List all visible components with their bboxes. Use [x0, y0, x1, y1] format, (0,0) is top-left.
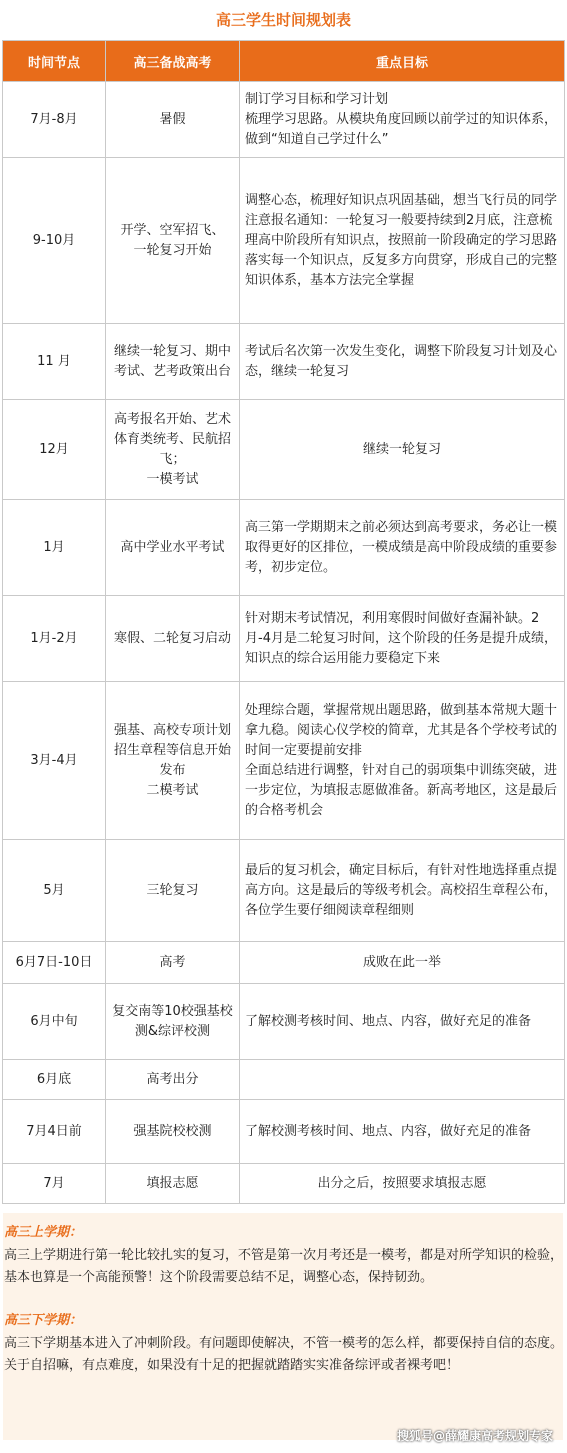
note-body-first-semester: 高三上学期进行第一轮比较扎实的复习，不管是第一次月考还是一模考，都是对所学知识的检验，基本也算是一个高能预警！这个阶段需要总结不足，调整心态，保持韧劲。	[4, 1248, 564, 1285]
table-row	[3, 500, 565, 596]
table-row	[3, 942, 565, 984]
table-row	[3, 1164, 565, 1204]
note-heading-first-semester: 高三上学期：	[4, 1225, 83, 1240]
row-event: 强基院校校测	[106, 1100, 240, 1164]
table-row	[3, 984, 565, 1060]
row-event: 填报志愿	[106, 1164, 240, 1204]
row-time: 12月	[3, 400, 106, 500]
row-time: 1月	[3, 500, 106, 596]
plan-table	[2, 40, 565, 1204]
table-row	[3, 82, 565, 158]
table-header-row	[3, 41, 565, 82]
row-event: 寒假、二轮复习启动	[106, 596, 240, 682]
row-time: 3月-4月	[3, 682, 106, 840]
row-goal: 继续一轮复习	[240, 400, 565, 500]
table-row	[3, 158, 565, 324]
row-event: 强基、高校专项计划招生章程等信息开始发布 二模考试	[106, 682, 240, 840]
row-time: 7月4日前	[3, 1100, 106, 1164]
row-time: 5月	[3, 840, 106, 942]
row-event: 高考报名开始、艺术体育类统考、民航招飞； 一模考试	[106, 400, 240, 500]
table-row	[3, 400, 565, 500]
row-goal: 调整心态，梳理好知识点巩固基础，想当飞行员的同学注意报名通知：一轮复习一般要持续到2月底，注意梳理高中阶段所有知识点，按照前一阶段确定的学习思路落实每一个知识点，反复多方向贯穿，形成自己的完整知识体系，基本方法完全掌握	[240, 158, 565, 324]
table-row	[3, 840, 565, 942]
table-row	[3, 1100, 565, 1164]
row-goal: 成败在此一举	[240, 942, 565, 984]
header-time: 时间节点	[3, 41, 106, 82]
header-goal: 重点目标	[240, 41, 565, 82]
row-event: 复交南等10校强基校测&综评校测	[106, 984, 240, 1060]
row-goal: 出分之后，按照要求填报志愿	[240, 1164, 565, 1204]
row-time: 11 月	[3, 324, 106, 400]
header-event: 高三备战高考	[106, 41, 240, 82]
row-time: 9-10月	[3, 158, 106, 324]
row-goal: 处理综合题，掌握常规出题思路，做到基本常规大题十拿九稳。阅读心仪学校的简章，尤其是各个学校考试的时间一定要提前安排 全面总结进行调整，针对自己的弱项集中训练突破，进一步定位，为填报志愿做准备。新高考地区，这是最后的合格考机会	[240, 682, 565, 840]
row-time: 6月底	[3, 1060, 106, 1100]
row-event: 开学、空军招飞、 一轮复习开始	[106, 158, 240, 324]
row-time: 7月-8月	[3, 82, 106, 158]
table-row	[3, 324, 565, 400]
row-goal: 针对期末考试情况，利用寒假时间做好查漏补缺。2月-4月是二轮复习时间，这个阶段的任务是提升成绩，知识点的综合运用能力要稳定下来	[240, 596, 565, 682]
page-title: 高三学生时间规划表	[215, 11, 351, 29]
row-goal	[240, 1060, 565, 1100]
note-spacer	[3, 1289, 563, 1301]
row-time: 6月中旬	[3, 984, 106, 1060]
note-body-second-semester: 高三下学期基本进入了冲刺阶段。有问题即使解决，不管一模考的怎么样，都要保持自信的态度。关于自招嘛，有点难度，如果没有十足的把握就踏踏实实准备综评或者裸考吧！	[4, 1336, 564, 1373]
row-goal: 了解校测考核时间、地点、内容，做好充足的准备	[240, 1100, 565, 1164]
row-goal: 高三第一学期期末之前必须达到高考要求，务必让一模取得更好的区排位，一模成绩是高中阶段成绩的重要参考，初步定位。	[240, 500, 565, 596]
row-event: 三轮复习	[106, 840, 240, 942]
row-goal: 制订学习目标和学习计划 梳理学习思路。从模块角度回顾以前学过的知识体系，做到“知道自己学过什么”	[240, 82, 565, 158]
row-goal: 了解校测考核时间、地点、内容，做好充足的准备	[240, 984, 565, 1060]
table-row	[3, 596, 565, 682]
row-event: 继续一轮复习、期中考试、艺考政策出台	[106, 324, 240, 400]
row-time: 1月-2月	[3, 596, 106, 682]
table-row	[3, 682, 565, 840]
table-row	[3, 1060, 565, 1100]
row-event: 暑假	[106, 82, 240, 158]
note-heading-second-semester: 高三下学期：	[4, 1313, 83, 1328]
row-goal: 最后的复习机会，确定目标后，有针对性地选择重点提高方向。这是最后的等级考机会。高校招生章程公布，各位学生要仔细阅读章程细则	[240, 840, 565, 942]
row-event: 高中学业水平考试	[106, 500, 240, 596]
row-time: 7月	[3, 1164, 106, 1204]
row-time: 6月7日-10日	[3, 942, 106, 984]
notes-section	[3, 1213, 563, 1440]
row-event: 高考出分	[106, 1060, 240, 1100]
row-goal: 考试后名次第一次发生变化，调整下阶段复习计划及心态，继续一轮复习	[240, 324, 565, 400]
watermark: 搜狐号@薛耀康高考规划专家	[396, 1429, 553, 1443]
row-event: 高考	[106, 942, 240, 984]
